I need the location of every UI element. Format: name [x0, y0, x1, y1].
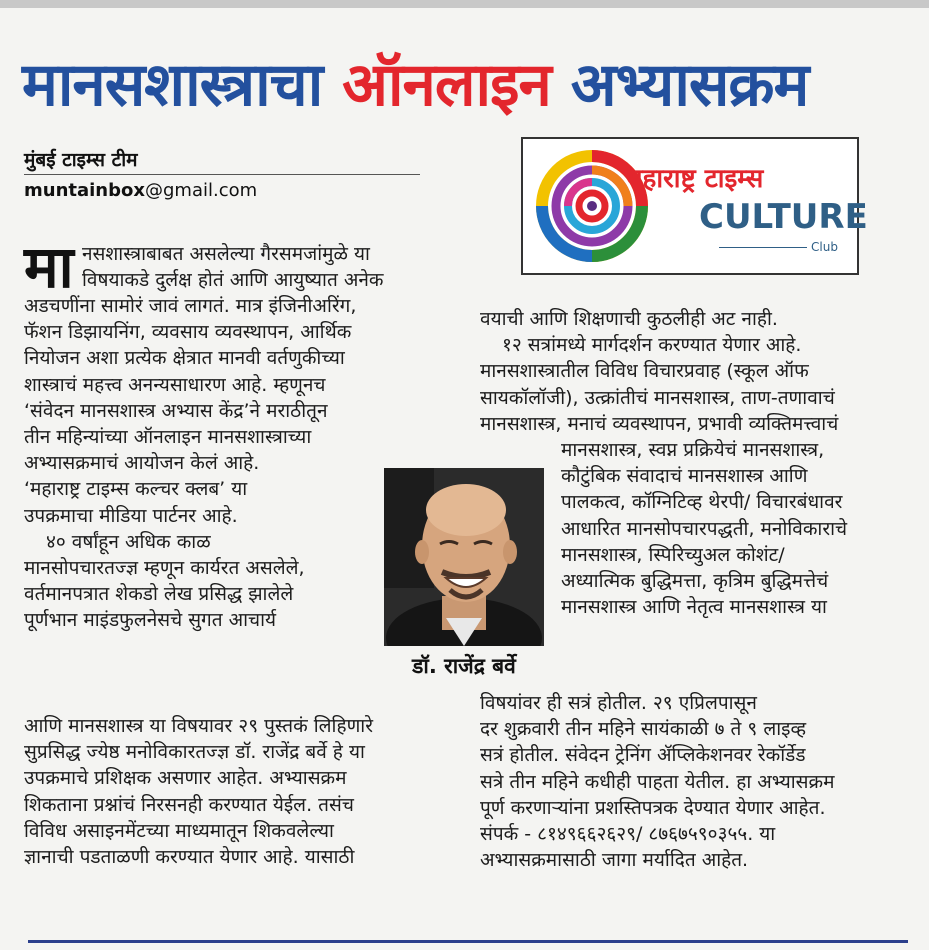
article-line: मानसशास्त्रातील विविध विचारप्रवाह (स्कूल ऑफ — [480, 360, 809, 383]
byline-divider — [24, 174, 420, 175]
article-line: दर शुक्रवारी तीन महिने सायंकाळी ७ ते ९ लाइव्ह — [480, 718, 807, 741]
article-line: नसशास्त्राबाबत असलेल्या गैरसमजांमुळे या — [82, 243, 370, 265]
headline — [22, 48, 912, 122]
article-left-full-lines-1 — [24, 293, 454, 424]
article-line: नियोजन अशा प्रत्येक क्षेत्रात मानवी वर्तणुकीच्या — [24, 347, 345, 370]
article-line: फॅशन डिझायनिंग, व्यवसाय व्यवस्थापन, आर्थिक — [24, 321, 352, 344]
logo-club-rule — [719, 247, 807, 248]
article-line: शिकताना प्रश्नांचं निरसनही करण्यात येईल. तसंच — [24, 793, 354, 816]
article-line: सुप्रसिद्ध ज्येष्ठ मनोविकारतज्ज्ञ डॉ. राजेंद्र बर्वे हे या — [24, 741, 365, 764]
article-line: ज्ञानाची पडताळणी करण्यात येणार आहे. यासाठी — [24, 845, 355, 868]
article-line: अभ्यासक्रमासाठी जागा मर्यादित आहेत. — [480, 849, 749, 872]
article-line: वयाची आणि शिक्षणाची कुठलीही अट नाही. — [480, 308, 778, 330]
article-line: वर्तमानपत्रात शेकडो लेख प्रसिद्ध झालेले — [24, 583, 294, 606]
article-line: ४० वर्षांहून अधिक काळ — [46, 530, 211, 553]
article-line: ‘संवेदन मानसशास्त्र अभ्यास केंद्र’ने मराठीतून — [24, 399, 328, 422]
article-right-top-lines — [480, 306, 910, 437]
article-line: विषयांवर ही सत्रं होतील. २९ एप्रिलपासून — [480, 692, 757, 714]
article-line: अध्यात्मिक बुद्धिमत्ता, कृत्रिम बुद्धिमत्तेचं — [561, 569, 829, 592]
logo-club-text: Club — [811, 240, 838, 254]
headline-part-1: मानसशास्त्राचा — [22, 50, 343, 120]
article-line: विषयाकडे दुर्लक्ष होतं आणि आयुष्यात अनेक — [82, 269, 384, 292]
headline-part-2: ऑनलाइन — [342, 50, 551, 120]
article-line: ‘महाराष्ट्र टाइम्स कल्चर क्लब’ या — [24, 478, 248, 501]
article-line: उपक्रमाचा मीडिया पार्टनर आहे. — [24, 504, 238, 527]
logo-title: महाराष्ट्र टाइम्स — [627, 164, 764, 194]
article-line: पालकत्व, कॉग्निटिव्ह थेरपी/ विचारबंधावर — [561, 491, 843, 514]
article-line: विविध असाइनमेंटच्या माध्यमातून शिकवलेल्या — [24, 819, 334, 842]
email-suffix: @gmail.com — [144, 180, 258, 201]
article-line: पूर्ण करणाऱ्यांना प्रशस्तिपत्रक देण्यात येणार आहेत. — [480, 796, 826, 819]
article-line: अभ्यासक्रमाचं आयोजन केलं आहे. — [24, 452, 260, 475]
bottom-border — [28, 940, 908, 943]
article-line: मानसोपचारतज्ज्ञ म्हणून कार्यरत असलेले, — [24, 556, 305, 579]
article-left-narrow-lines — [24, 424, 380, 634]
headline-part-3: अभ्यासक्रम — [550, 50, 809, 120]
article-line: उपक्रमाचे प्रशिक्षक असणार आहेत. अभ्यासक्रम — [24, 767, 347, 790]
article-line: मानसशास्त्र आणि नेतृत्व मानसशास्त्र या — [561, 596, 827, 619]
article-line: तीन महिन्यांच्या ऑनलाइन मानसशास्त्राच्या — [24, 426, 312, 448]
portrait-illustration — [384, 468, 544, 646]
article-left-dropcap-lines — [82, 241, 454, 293]
article-line: शास्त्राचं महत्त्व अनन्यसाधारण आहे. म्हणूनच — [24, 373, 326, 396]
article-line: १२ सत्रांमध्ये मार्गदर्शन करण्यात येणार आहे. — [502, 334, 802, 357]
byline-email[interactable] — [24, 180, 257, 201]
drop-cap: मा — [24, 233, 74, 301]
article-right-bottom-lines — [480, 690, 910, 873]
article-line: आणि मानसशास्त्र या विषयावर २९ पुस्तकं लिहिणारे — [24, 715, 373, 737]
article-line: पूर्णभान माइंडफुलनेसचे सुगत आचार्य — [24, 609, 277, 632]
article-line: मानसशास्त्र, मनाचं व्यवस्थापन, प्रभावी व्यक्तिमत्त्वाचं — [480, 412, 839, 435]
article-line: सत्रं होतील. संवेदन ट्रेनिंग ॲप्लिकेशनवर रेकॉर्डेड — [480, 744, 806, 767]
email-prefix: muntainbox — [24, 180, 145, 201]
article-line: अडचणींना सामोरं जावं लागतं. मात्र इंजिनीअरिंग, — [24, 295, 357, 317]
article-left-full-lines-2 — [24, 713, 454, 870]
article-line: सायकॉलॉजी), उत्क्रांतीचं मानसशास्त्र, ताण-तणावाचं — [480, 386, 835, 409]
article-line: मानसशास्त्र, स्पिरिच्युअल कोशंट/ — [561, 543, 785, 566]
article-line: संपर्क - ८१४९६६२६२९/ ८७६७५९०३५५. या — [480, 822, 776, 845]
photo-caption: डॉ. राजेंद्र बर्वे — [412, 654, 516, 678]
logo-culture-text: CULTURE — [699, 197, 868, 237]
portrait-photo — [384, 468, 544, 646]
culture-club-logo — [521, 137, 868, 275]
top-edge-bar — [0, 0, 929, 8]
article-line: कौटुंबिक संवादाचं मानसशास्त्र आणि — [561, 465, 808, 488]
article-line: मानसशास्त्र, स्वप्न प्रक्रियेचं मानसशास्त्र, — [561, 439, 825, 461]
article-line: आधारित मानसोपचारपद्धती, मनोविकाराचे — [561, 517, 848, 540]
byline-author: मुंबई टाइम्स टीम — [24, 149, 138, 171]
article-right-narrow-lines — [561, 437, 913, 620]
article-line: सत्रे तीन महिने कधीही पाहता येतील. हा अभ्यासक्रम — [480, 770, 835, 793]
